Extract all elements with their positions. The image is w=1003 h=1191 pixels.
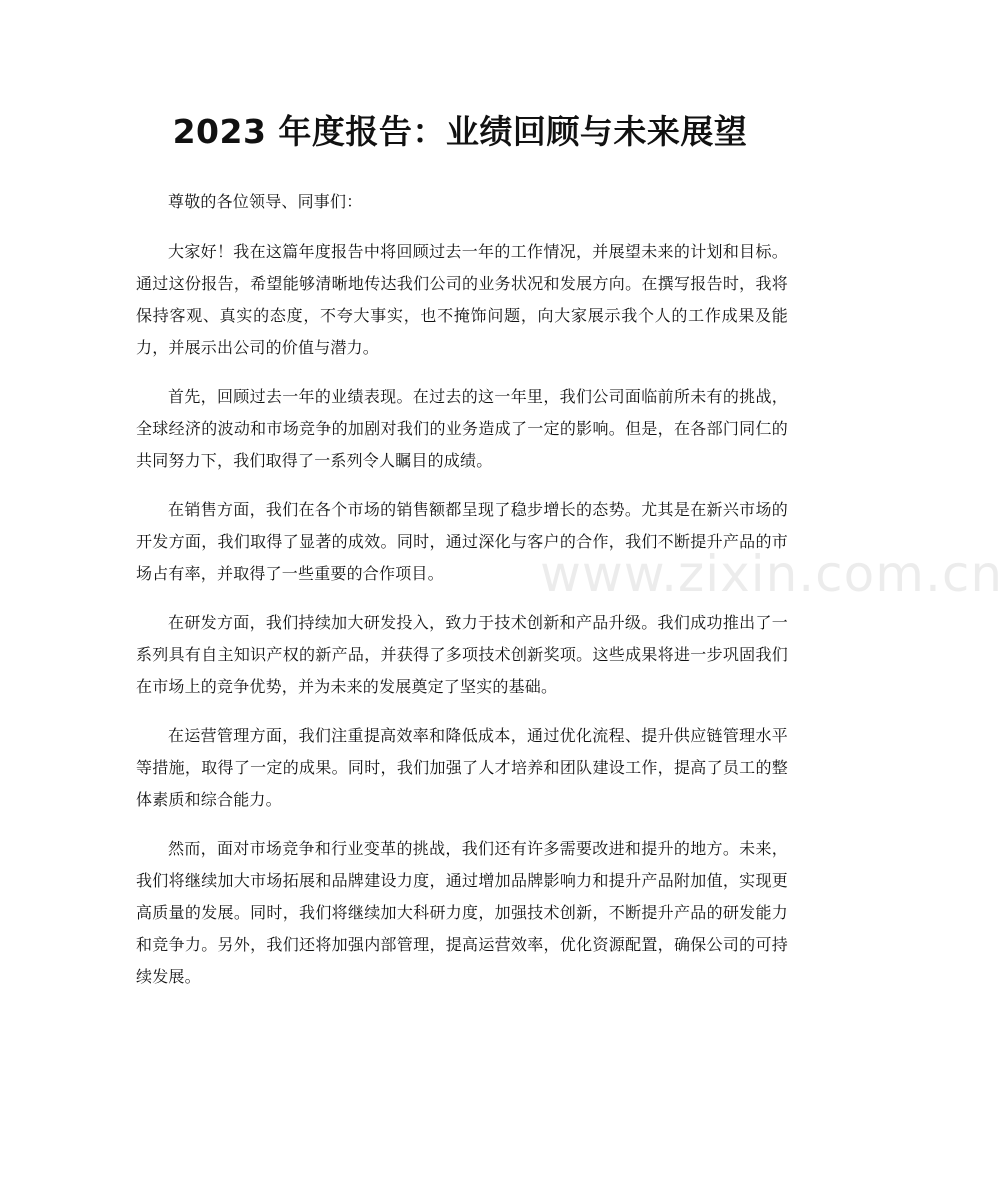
paragraph-intro: 大家好！我在这篇年度报告中将回顾过去一年的工作情况，并展望未来的计划和目标。通过这份报告，希望能够清晰地传达我们公司的业务状况和发展方向。在撰写报告时，我将保持客观、真实的态度，不夸大事实，也不掩饰问题，向大家展示我个人的工作成果及能力，并展示出公司的价值与潜力。 (136, 242, 788, 357)
paragraph-sales: 在销售方面，我们在各个市场的销售额都呈现了稳步增长的态势。尤其是在新兴市场的开发方面，我们取得了显著的成效。同时，通过深化与客户的合作，我们不断提升产品的市场占有率，并取得了一些重要的合作项目。 (136, 500, 788, 583)
salutation: 尊敬的各位领导、同事们： (168, 192, 363, 211)
document-title: 2023 年度报告：业绩回顾与未来展望 (172, 112, 748, 151)
watermark: www.zixin.com.cn (540, 545, 1003, 603)
document-body (136, 186, 788, 1010)
paragraph-review: 首先，回顾过去一年的业绩表现。在过去的这一年里，我们公司面临前所未有的挑战，全球经济的波动和市场竞争的加剧对我们的业务造成了一定的影响。但是，在各部门同仁的共同努力下，我们取得了一系列令人瞩目的成绩。 (136, 387, 788, 470)
paragraph-operations: 在运营管理方面，我们注重提高效率和降低成本，通过优化流程、提升供应链管理水平等措施，取得了一定的成果。同时，我们加强了人才培养和团队建设工作，提高了员工的整体素质和综合能力。 (136, 726, 788, 809)
paragraph-outlook: 然而，面对市场竞争和行业变革的挑战，我们还有许多需要改进和提升的地方。未来，我们将继续加大市场拓展和品牌建设力度，通过增加品牌影响力和提升产品附加值，实现更高质量的发展。同时，我们将继续加大科研力度，加强技术创新，不断提升产品的研发能力和竞争力。另外，我们还将加强内部管理，提高运营效率，优化资源配置，确保公司的可持续发展。 (136, 839, 788, 986)
paragraph-rnd: 在研发方面，我们持续加大研发投入，致力于技术创新和产品升级。我们成功推出了一系列具有自主知识产权的新产品，并获得了多项技术创新奖项。这些成果将进一步巩固我们在市场上的竞争优势，并为未来的发展奠定了坚实的基础。 (136, 613, 788, 696)
